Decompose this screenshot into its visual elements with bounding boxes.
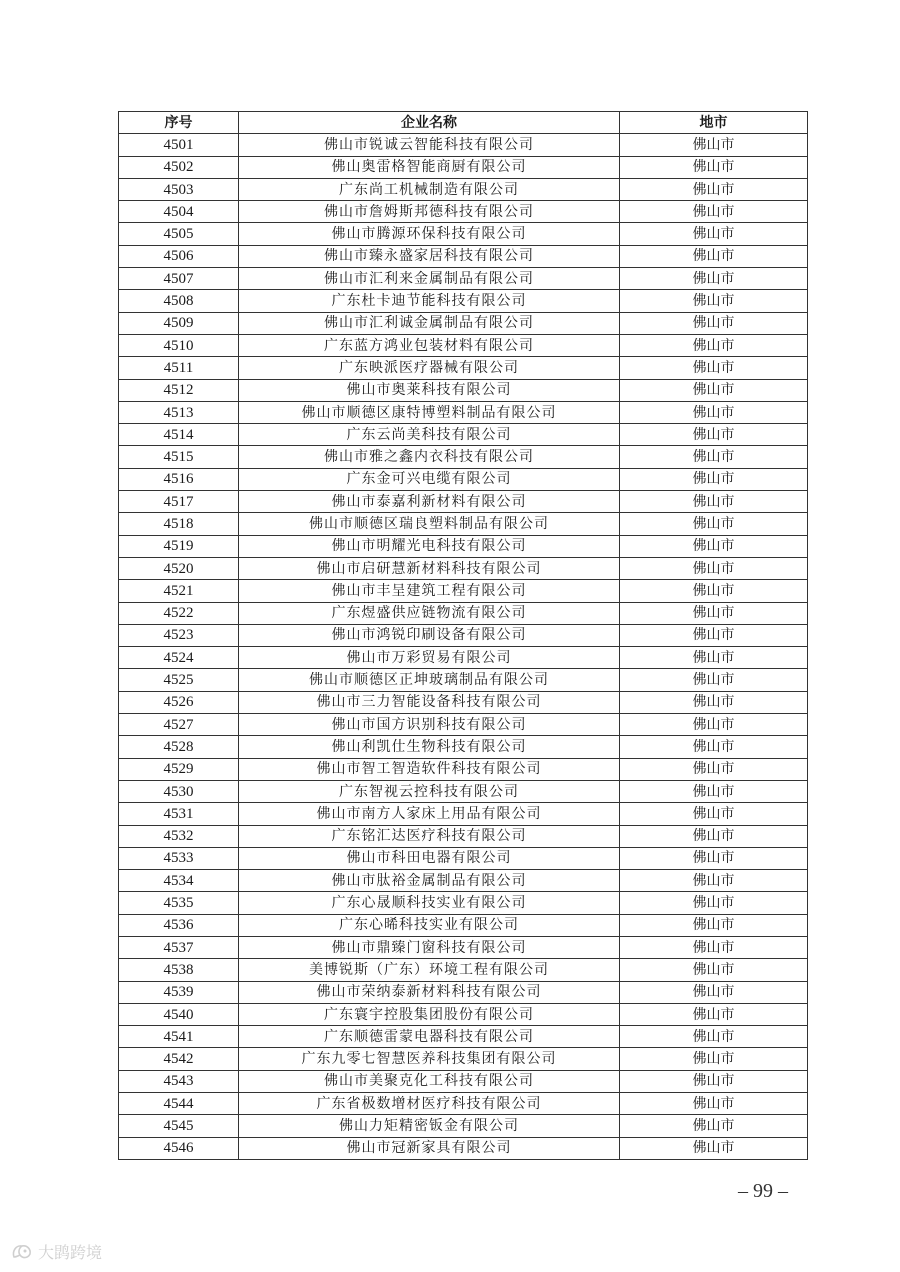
table-row <box>119 468 808 490</box>
cell-city: 佛山市 <box>620 1137 808 1159</box>
cell-serial-number: 4505 <box>119 223 239 245</box>
table-row <box>119 580 808 602</box>
cell-serial-number: 4502 <box>119 156 239 178</box>
cell-city: 佛山市 <box>620 736 808 758</box>
cell-serial-number: 4513 <box>119 401 239 423</box>
table-row <box>119 134 808 156</box>
cell-company-name: 广东心晞科技实业有限公司 <box>239 914 620 936</box>
cell-serial-number: 4517 <box>119 491 239 513</box>
cell-serial-number: 4525 <box>119 669 239 691</box>
enterprise-table <box>118 111 808 1160</box>
watermark-logo-icon <box>10 1241 34 1263</box>
cell-company-name: 广东蓝方鸿业包装材料有限公司 <box>239 334 620 356</box>
table-row <box>119 535 808 557</box>
cell-company-name: 佛山力矩精密钣金有限公司 <box>239 1115 620 1137</box>
cell-company-name: 佛山市万彩贸易有限公司 <box>239 647 620 669</box>
cell-company-name: 佛山市智工智造软件科技有限公司 <box>239 758 620 780</box>
cell-city: 佛山市 <box>620 223 808 245</box>
cell-city: 佛山市 <box>620 557 808 579</box>
header-serial-number: 序号 <box>119 112 239 134</box>
cell-serial-number: 4524 <box>119 647 239 669</box>
table-row <box>119 825 808 847</box>
cell-company-name: 佛山市科田电器有限公司 <box>239 847 620 869</box>
cell-serial-number: 4542 <box>119 1048 239 1070</box>
table-body <box>119 134 808 1160</box>
cell-company-name: 佛山市臻永盛家居科技有限公司 <box>239 245 620 267</box>
cell-serial-number: 4543 <box>119 1070 239 1092</box>
table-row <box>119 870 808 892</box>
cell-serial-number: 4501 <box>119 134 239 156</box>
table-row <box>119 557 808 579</box>
table-row <box>119 1070 808 1092</box>
cell-serial-number: 4531 <box>119 803 239 825</box>
cell-serial-number: 4510 <box>119 334 239 356</box>
cell-city: 佛山市 <box>620 334 808 356</box>
cell-serial-number: 4530 <box>119 780 239 802</box>
cell-company-name: 佛山市启研慧新材料科技有限公司 <box>239 557 620 579</box>
cell-city: 佛山市 <box>620 825 808 847</box>
table-row <box>119 312 808 334</box>
cell-serial-number: 4518 <box>119 513 239 535</box>
cell-company-name: 广东云尚美科技有限公司 <box>239 424 620 446</box>
cell-city: 佛山市 <box>620 959 808 981</box>
cell-city: 佛山市 <box>620 178 808 200</box>
cell-company-name: 佛山市顺德区瑞良塑料制品有限公司 <box>239 513 620 535</box>
table-row <box>119 936 808 958</box>
cell-serial-number: 4509 <box>119 312 239 334</box>
cell-serial-number: 4534 <box>119 870 239 892</box>
cell-company-name: 广东铭汇达医疗科技有限公司 <box>239 825 620 847</box>
table-row <box>119 647 808 669</box>
cell-city: 佛山市 <box>620 1070 808 1092</box>
cell-company-name: 美博锐斯（广东）环境工程有限公司 <box>239 959 620 981</box>
header-city: 地市 <box>620 112 808 134</box>
table-row <box>119 1115 808 1137</box>
table-row <box>119 245 808 267</box>
cell-city: 佛山市 <box>620 446 808 468</box>
cell-serial-number: 4521 <box>119 580 239 602</box>
cell-serial-number: 4541 <box>119 1026 239 1048</box>
cell-city: 佛山市 <box>620 580 808 602</box>
cell-company-name: 佛山市荣纳泰新材料科技有限公司 <box>239 981 620 1003</box>
table-row <box>119 156 808 178</box>
table-row <box>119 178 808 200</box>
cell-company-name: 广东映派医疗器械有限公司 <box>239 357 620 379</box>
header-company-name: 企业名称 <box>239 112 620 134</box>
cell-company-name: 佛山市汇利来金属制品有限公司 <box>239 268 620 290</box>
table-row <box>119 1026 808 1048</box>
table-row <box>119 736 808 758</box>
cell-serial-number: 4545 <box>119 1115 239 1137</box>
cell-serial-number: 4511 <box>119 357 239 379</box>
table-row <box>119 334 808 356</box>
cell-serial-number: 4516 <box>119 468 239 490</box>
cell-company-name: 佛山奥雷格智能商厨有限公司 <box>239 156 620 178</box>
cell-city: 佛山市 <box>620 156 808 178</box>
cell-serial-number: 4536 <box>119 914 239 936</box>
table-row <box>119 803 808 825</box>
cell-serial-number: 4515 <box>119 446 239 468</box>
cell-company-name: 广东煜盛供应链物流有限公司 <box>239 602 620 624</box>
cell-city: 佛山市 <box>620 201 808 223</box>
cell-city: 佛山市 <box>620 714 808 736</box>
cell-serial-number: 4539 <box>119 981 239 1003</box>
cell-city: 佛山市 <box>620 780 808 802</box>
cell-company-name: 佛山市顺德区正坤玻璃制品有限公司 <box>239 669 620 691</box>
table-row <box>119 446 808 468</box>
cell-serial-number: 4522 <box>119 602 239 624</box>
cell-company-name: 佛山市丰呈建筑工程有限公司 <box>239 580 620 602</box>
page-number: – 99 – <box>738 1180 788 1202</box>
cell-serial-number: 4504 <box>119 201 239 223</box>
cell-city: 佛山市 <box>620 669 808 691</box>
table-row <box>119 357 808 379</box>
cell-city: 佛山市 <box>620 1093 808 1115</box>
cell-company-name: 佛山市锐诚云智能科技有限公司 <box>239 134 620 156</box>
cell-city: 佛山市 <box>620 290 808 312</box>
cell-company-name: 佛山市肽裕金属制品有限公司 <box>239 870 620 892</box>
cell-city: 佛山市 <box>620 981 808 1003</box>
cell-city: 佛山市 <box>620 803 808 825</box>
table-row <box>119 959 808 981</box>
table-row <box>119 780 808 802</box>
table-row <box>119 379 808 401</box>
cell-city: 佛山市 <box>620 1003 808 1025</box>
cell-serial-number: 4523 <box>119 624 239 646</box>
cell-city: 佛山市 <box>620 1115 808 1137</box>
table-row <box>119 981 808 1003</box>
cell-city: 佛山市 <box>620 1048 808 1070</box>
cell-serial-number: 4527 <box>119 714 239 736</box>
cell-company-name: 佛山市冠新家具有限公司 <box>239 1137 620 1159</box>
cell-company-name: 广东顺德雷蒙电器科技有限公司 <box>239 1026 620 1048</box>
cell-city: 佛山市 <box>620 357 808 379</box>
cell-serial-number: 4529 <box>119 758 239 780</box>
cell-city: 佛山市 <box>620 424 808 446</box>
cell-serial-number: 4535 <box>119 892 239 914</box>
table-row <box>119 847 808 869</box>
cell-city: 佛山市 <box>620 468 808 490</box>
table-row <box>119 223 808 245</box>
table-row <box>119 1003 808 1025</box>
cell-company-name: 佛山市汇利诚金属制品有限公司 <box>239 312 620 334</box>
cell-company-name: 佛山市雅之鑫内衣科技有限公司 <box>239 446 620 468</box>
cell-serial-number: 4538 <box>119 959 239 981</box>
cell-city: 佛山市 <box>620 647 808 669</box>
cell-company-name: 佛山市顺德区康特博塑料制品有限公司 <box>239 401 620 423</box>
cell-serial-number: 4503 <box>119 178 239 200</box>
cell-serial-number: 4528 <box>119 736 239 758</box>
cell-city: 佛山市 <box>620 268 808 290</box>
cell-city: 佛山市 <box>620 847 808 869</box>
table-row <box>119 691 808 713</box>
cell-serial-number: 4507 <box>119 268 239 290</box>
cell-serial-number: 4537 <box>119 936 239 958</box>
table-row <box>119 513 808 535</box>
cell-serial-number: 4519 <box>119 535 239 557</box>
cell-city: 佛山市 <box>620 936 808 958</box>
cell-company-name: 佛山市泰嘉利新材料有限公司 <box>239 491 620 513</box>
cell-company-name: 广东九零七智慧医养科技集团有限公司 <box>239 1048 620 1070</box>
cell-company-name: 广东金可兴电缆有限公司 <box>239 468 620 490</box>
cell-serial-number: 4540 <box>119 1003 239 1025</box>
cell-serial-number: 4514 <box>119 424 239 446</box>
table-row <box>119 290 808 312</box>
table-header-row <box>119 112 808 134</box>
cell-company-name: 佛山市南方人家床上用品有限公司 <box>239 803 620 825</box>
table-row <box>119 401 808 423</box>
table-row <box>119 201 808 223</box>
cell-serial-number: 4532 <box>119 825 239 847</box>
cell-company-name: 佛山市三力智能设备科技有限公司 <box>239 691 620 713</box>
cell-serial-number: 4533 <box>119 847 239 869</box>
cell-company-name: 广东杜卡迪节能科技有限公司 <box>239 290 620 312</box>
cell-company-name: 佛山市奥莱科技有限公司 <box>239 379 620 401</box>
cell-city: 佛山市 <box>620 758 808 780</box>
table-row <box>119 914 808 936</box>
cell-company-name: 广东智视云控科技有限公司 <box>239 780 620 802</box>
table-row <box>119 424 808 446</box>
table-row <box>119 602 808 624</box>
table-row <box>119 1093 808 1115</box>
cell-city: 佛山市 <box>620 491 808 513</box>
cell-city: 佛山市 <box>620 379 808 401</box>
table-row <box>119 624 808 646</box>
table-row <box>119 669 808 691</box>
cell-company-name: 佛山市美聚克化工科技有限公司 <box>239 1070 620 1092</box>
cell-city: 佛山市 <box>620 401 808 423</box>
cell-city: 佛山市 <box>620 624 808 646</box>
cell-city: 佛山市 <box>620 691 808 713</box>
cell-city: 佛山市 <box>620 1026 808 1048</box>
cell-city: 佛山市 <box>620 245 808 267</box>
table-row <box>119 268 808 290</box>
table-row <box>119 714 808 736</box>
cell-city: 佛山市 <box>620 535 808 557</box>
cell-city: 佛山市 <box>620 513 808 535</box>
cell-serial-number: 4546 <box>119 1137 239 1159</box>
cell-city: 佛山市 <box>620 892 808 914</box>
watermark <box>10 1240 102 1263</box>
cell-company-name: 佛山市明耀光电科技有限公司 <box>239 535 620 557</box>
cell-serial-number: 4544 <box>119 1093 239 1115</box>
cell-serial-number: 4512 <box>119 379 239 401</box>
cell-city: 佛山市 <box>620 870 808 892</box>
cell-company-name: 佛山利凯仕生物科技有限公司 <box>239 736 620 758</box>
cell-company-name: 佛山市詹姆斯邦德科技有限公司 <box>239 201 620 223</box>
table-row <box>119 1048 808 1070</box>
cell-company-name: 广东省极数增材医疗科技有限公司 <box>239 1093 620 1115</box>
cell-serial-number: 4520 <box>119 557 239 579</box>
cell-company-name: 广东心晟顺科技实业有限公司 <box>239 892 620 914</box>
cell-company-name: 广东寰宇控股集团股份有限公司 <box>239 1003 620 1025</box>
cell-company-name: 佛山市鸿锐印刷设备有限公司 <box>239 624 620 646</box>
cell-serial-number: 4506 <box>119 245 239 267</box>
table-row <box>119 1137 808 1159</box>
watermark-text: 大鹍跨境 <box>38 1243 103 1262</box>
table-row <box>119 758 808 780</box>
cell-city: 佛山市 <box>620 914 808 936</box>
cell-company-name: 佛山市腾源环保科技有限公司 <box>239 223 620 245</box>
table-row <box>119 491 808 513</box>
cell-company-name: 广东尚工机械制造有限公司 <box>239 178 620 200</box>
cell-serial-number: 4508 <box>119 290 239 312</box>
cell-city: 佛山市 <box>620 134 808 156</box>
table-row <box>119 892 808 914</box>
cell-city: 佛山市 <box>620 312 808 334</box>
cell-serial-number: 4526 <box>119 691 239 713</box>
cell-company-name: 佛山市鼎臻门窗科技有限公司 <box>239 936 620 958</box>
cell-city: 佛山市 <box>620 602 808 624</box>
cell-company-name: 佛山市国方识别科技有限公司 <box>239 714 620 736</box>
